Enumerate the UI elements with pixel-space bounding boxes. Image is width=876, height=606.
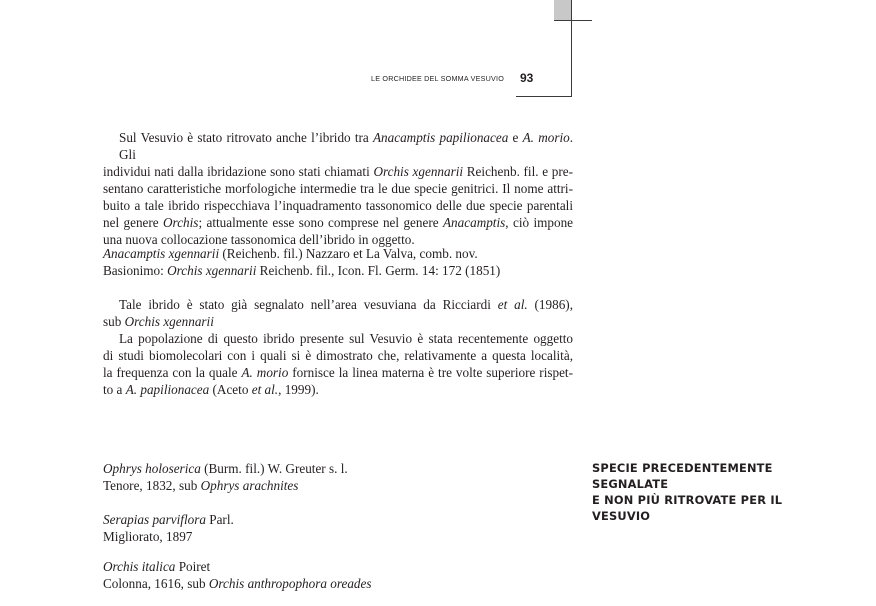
section-heading [592,460,832,524]
text-line: di studi biomolecolari con i quali si è dimostrato che, relativamente a questa località, [103,348,573,363]
text-line: Anacamptis xgennarii (Reichenb. fil.) Nazzaro et La Valva, comb. nov. [103,246,478,261]
text-line: Sul Vesuvio è stato ritrovato anche l’ibrido tra Anacamptis papilionacea e A. morio. Gli [119,130,573,162]
header-rule [516,96,572,97]
nomenclature-block [103,245,573,279]
species-entry [103,511,573,545]
section-heading-line: SPECIE PRECEDENTEMENTE SEGNALATE [592,461,773,491]
text-line: nel genere Orchis; attualmente esse sono comprese nel genere Anacamptis, ciò impone [103,215,574,230]
text-line: una nuova collocazione tassonomica dell’ibrido in oggetto. [103,232,415,247]
paragraph-hybrid-records [103,296,573,398]
text-line: buito a tale ibrido rispecchiava l’inquadramento tassonomico delle due specie parentali [103,198,573,213]
species-citation: Tenore, 1832, sub Ophrys arachnites [103,478,299,493]
species-name: Serapias parviflora Parl. [103,512,234,527]
text-line: Tale ibrido è stato già segnalato nell’area vesuviana da Ricciardi et al. (1986), [119,297,573,312]
paragraph-hybrid-intro [103,129,573,248]
text-line: to a A. papilionacea (Aceto et al., 1999). [103,382,319,397]
text-line: individui nati dalla ibridazione sono stati chiamati Orchis xgennarii Reichenb. fil. e pre- [103,164,574,179]
text-line: sentano caratteristiche morfologiche intermedie tra le due specie genitrici. Il nome attri- [103,181,573,196]
page-number: 93 [520,71,534,85]
species-entry [103,460,573,494]
species-citation: Migliorato, 1897 [103,529,193,544]
species-citation: Colonna, 1616, sub Orchis anthropophora oreades [103,576,372,591]
text-line: la frequenza con la quale A. morio fornisce la linea materna è tre volte superiore rispet- [103,365,573,380]
species-entry [103,558,573,592]
section-heading-line: E NON PIÙ RITROVATE PER IL VESUVIO [592,493,783,523]
text-line: sub Orchis xgennarii [103,314,214,329]
text-line: Basionimo: Orchis xgennarii Reichenb. fil., Icon. Fl. Germ. 14: 172 (1851) [103,263,501,278]
crop-mark-vertical [571,0,572,97]
text-line: La popolazione di questo ibrido presente sul Vesuvio è stata recentemente oggetto [119,331,573,346]
species-name: Ophrys holoserica (Burm. fil.) W. Greuter s. l. [103,461,348,476]
crop-mark-block [554,0,571,21]
crop-mark-horizontal [554,20,592,21]
running-title: LE ORCHIDEE DEL SOMMA VESUVIO [371,74,504,83]
species-name: Orchis italica Poiret [103,559,211,574]
